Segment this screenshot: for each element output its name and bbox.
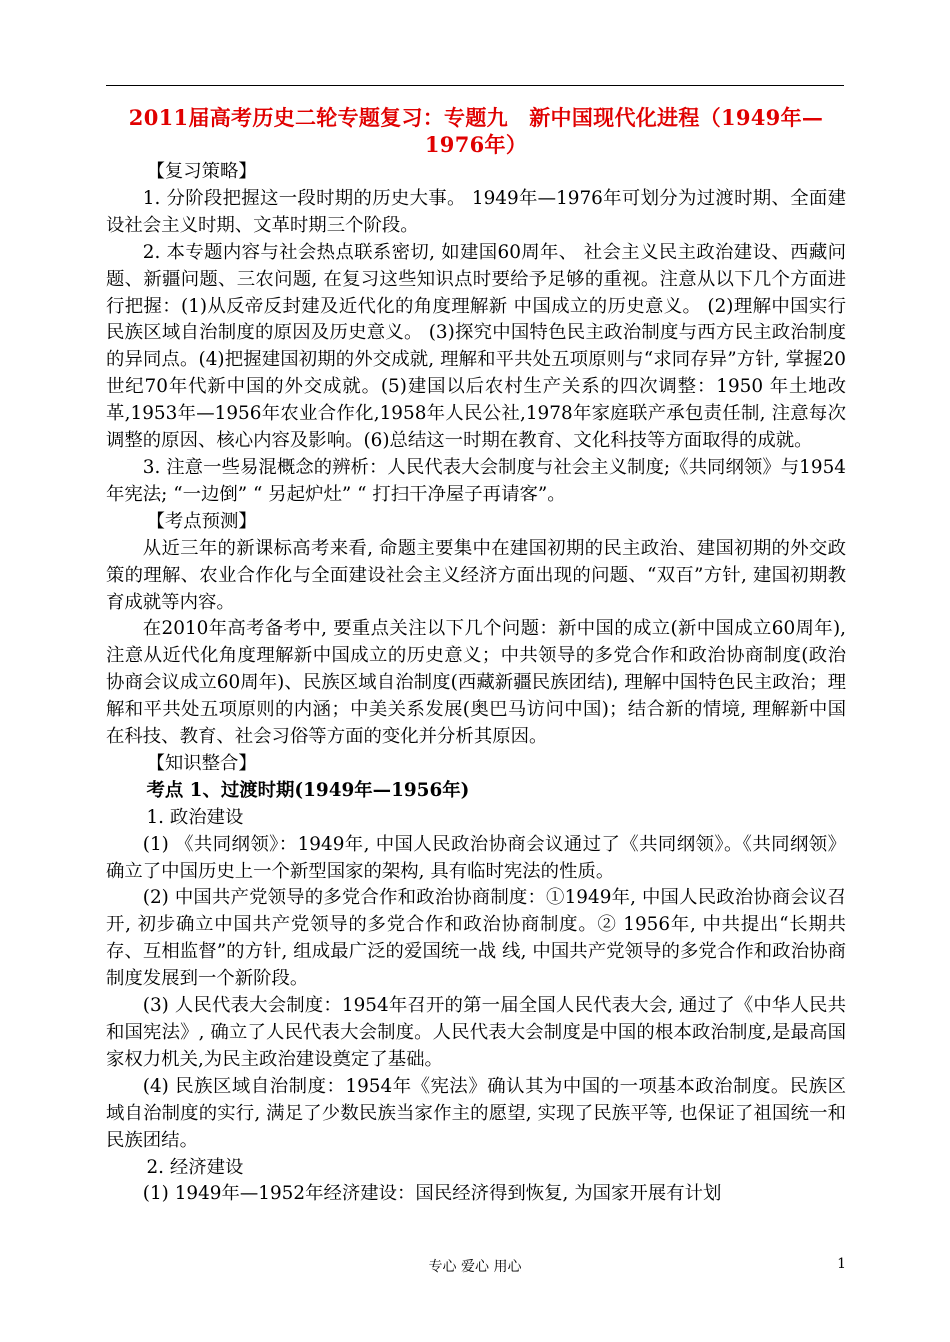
economy-heading: 2. 经济建设: [146, 1156, 244, 1178]
politics-item-2: (2) 中国共产党领导的多党合作和政治协商制度：①1949年, 中国人民政治协商会议召开, 初步确立中国共产党领导的多党合作和政治协商制度。② 1956年, 中共提出“长期共存、互相监督”的方针, 组成最广泛的爱国统一战 线, 中国共产党领导的多党合作和政治协商制度发展到一个新阶段。: [106, 887, 846, 990]
politics-heading: 1. 政治建设: [146, 806, 244, 828]
section-heading-strategy: 【复习策略】: [146, 161, 257, 182]
politics-item-3: (3) 人民代表大会制度：1954年召开的第一届全国人民代表大会, 通过了《中华人民共和国宪法》, 确立了人民代表大会制度。人民代表大会制度是中国的根本政治制度,是最高国家权力机关,为民主政治建设奠定了基础。: [106, 995, 846, 1070]
header-rule: [106, 85, 844, 86]
forecast-paragraph-1: 从近三年的新课标高考来看, 命题主要集中在建国初期的民主政治、建国初期的外交政策的理解、农业合作化与全面建设社会主义经济方面出现的问题、“双百”方针, 建国初期教育成就等内容。: [106, 537, 846, 613]
strategy-paragraph-1: 1. 分阶段把握这一段时期的历史大事。 1949年—1976年可划分为过渡时期、全面建设社会主义时期、文革时期三个阶段。: [106, 187, 846, 236]
section-heading-forecast: 【考点预测】: [146, 510, 257, 532]
politics-item-4: (4) 民族区域自治制度：1954年《宪法》确认其为中国的一项基本政治制度。民族区域自治制度的实行, 满足了少数民族当家作主的愿望, 实现了民族平等, 也保证了祖国统一和民族团结。: [106, 1075, 846, 1151]
economy-item-1: (1) 1949年—1952年经济建设：国民经济得到恢复, 为国家开展有计划: [142, 1183, 722, 1205]
section-heading-knowledge: 【知识整合】: [146, 752, 257, 774]
forecast-paragraph-2: 在2010年高考备考中, 要重点关注以下几个问题：新中国的成立(新中国成立60周年), 注意从近代化角度理解新中国成立的历史意义；中共领导的多党合作和政治协商制度(政治协商会议成立60周年)、民族区域自治制度(西藏新疆民族团结), 理解中国特色民主政治；理解和平共处五项原则的内涵；中美关系发展(奥巴马访问中国)；结合新的情境, 理解新中国在科技、教育、社会习俗等方面的变化并分析其原因。: [106, 618, 846, 748]
page-number: 1: [837, 1256, 846, 1272]
politics-item-1: (1) 《共同纲领》：1949年, 中国人民政治协商会议通过了《共同纲领》。《共同纲领》确立了中国历史上一个新型国家的架构, 具有临时宪法的性质。: [106, 833, 846, 882]
kaodian-1-heading: 考点 1、过渡时期(1949年—1956年): [146, 779, 470, 801]
document-title: 2011届高考历史二轮专题复习：专题九 新中国现代化进程（1949年—1976年）: [128, 105, 824, 157]
document-body: [106, 104, 846, 1208]
footer-slogan: 专心 爱心 用心: [428, 1259, 522, 1275]
strategy-paragraph-2: 2. 本专题内容与社会热点联系密切, 如建国60周年、 社会主义民主政治建设、西藏问题、新疆问题、三农问题, 在复习这些知识点时要给予足够的重视。注意从以下几个方面进行把握：(1)从反帝反封建及近代化的角度理解新 中国成立的历史意义。 (2)理解中国实行民族区域自治制度的原因及历史意义。 (3)探究中国特色民主政治制度与西方民主政治制度的异同点。(4)把握建国初期的外交成就, 理解和平共处五项原则与“求同存异”方针, 掌握20世纪70年代新中国的外交成就。(5)建国以后农村生产关系的四次调整：1950 年土地改革,1953年—1956年农业合作化,1958年人民公社,1978年家庭联产承包责任制, 注意每次调整的原因、核心内容及影响。(6)总结这一时期在教育、文化科技等方面取得的成就。: [106, 241, 846, 452]
strategy-paragraph-3: 3. 注意一些易混概念的辨析：人民代表大会制度与社会主义制度;《共同纲领》与1954年宪法; “一边倒” “ 另起炉灶” “ 打扫干净屋子再请客”。: [106, 456, 846, 505]
